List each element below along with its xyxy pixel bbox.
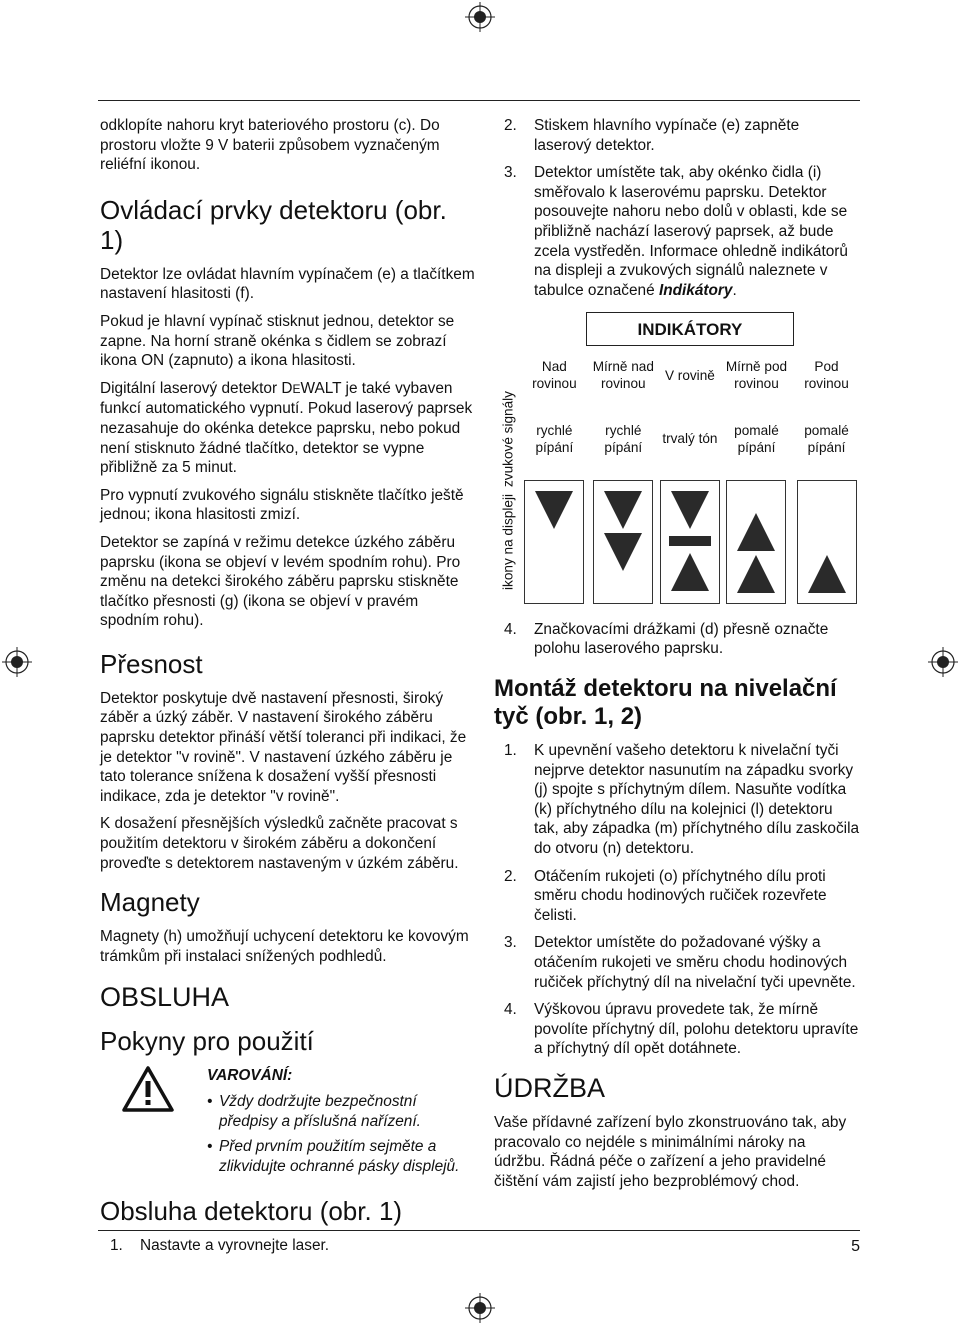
step-number: 4. (504, 620, 517, 638)
registration-mark-icon (2, 647, 32, 677)
list-item (494, 116, 860, 155)
footer-rule (98, 1230, 860, 1231)
brand-small-caps: E (292, 381, 301, 396)
intro-paragraph: odklopíte nahoru kryt bateriového prostoru (c). Do prostoru vložte 9 V baterii způsobem vyznačeným reliéfní ikonou. (100, 117, 440, 174)
table-cell: pomalé pípání (804, 422, 849, 455)
paragraph: Detektor se zapíná v režimu detekce úzkého záběru paprsku (ikona se objeví v levém spodním rohu). Pro změnu na detekci širokého záběru paprsku stiskněte tlačítko přesnosti (g) (ikona se objeví v pravém spodním rohu). (100, 533, 461, 630)
column-header: V rovině (664, 367, 715, 383)
step-text: K upevnění vašeho detektoru k nivelační tyči nejprve detektor nasunutím na západku svorky (j) spojte s příchytným dílem. Nasuňte vodítka (k) příchytného dílu na kolejnici (l) detektoru tak, aby západka (m) příchytného dílu zaskočila do otvoru (n) detektoru. (534, 742, 860, 857)
list-item (494, 1000, 860, 1059)
arrow-up-large-icon (798, 481, 856, 603)
page-number: 5 (851, 1238, 860, 1255)
paragraph: Pokud je hlavní vypínač stisknut jednou, detektor se zapne. Na horní straně okénka s čidlem se zobrazí ikona ON (zapnuto) a ikona hlasitosti. (100, 312, 455, 370)
text: . (732, 281, 737, 299)
paragraph: K dosažení přesnějších výsledků začněte pracovat s použitím detektoru v širokém záběru a dokončení proveďte s detektorem nastaveným v úzkém záběru. (100, 815, 459, 872)
right-column (494, 116, 860, 1199)
list-item (494, 163, 860, 300)
step-text: Stiskem hlavního vypínače (e) zapněte laserový detektor. (534, 117, 800, 154)
table-cell: pomalé pípání (734, 422, 779, 455)
header-rule (98, 100, 860, 101)
list-item (494, 867, 860, 926)
step-number: 1. (504, 742, 517, 760)
column-header: Pod rovinou (804, 358, 849, 391)
section-heading-obsluha-detektoru: Obsluha detektoru (obr. 1) (100, 1196, 403, 1227)
step-text: Otáčením rukojeti (o) příchytného dílu proti směru chodu hodinových ručiček rozevřete čelisti. (534, 867, 827, 924)
step-number: 3. (504, 164, 517, 182)
table-cell: rychlé pípání (604, 422, 643, 455)
level-bar-icon (661, 481, 719, 603)
warning-triangle-icon (100, 1066, 207, 1182)
paragraph: Magnety (h) umožňují uchycení detektoru ke kovovým trámkům při instalaci snížených podhledů. (100, 928, 469, 965)
section-heading-presnost: Přesnost (100, 648, 203, 679)
section-heading-ovladaci: Ovládací prvky detektoru (obr. 1) (100, 194, 447, 255)
bullet-text: Před prvním použitím sejměte a zlikvidujte ochranné pásky displejů. (219, 1138, 460, 1175)
step-text: Výškovou úpravu provedete tak, že mírně povolíte příchytný díl, polohu detektoru upravíte a příchytný díl opět dotáhnete. (534, 1001, 859, 1058)
step-number: 2. (504, 867, 517, 885)
arrow-down-large-icon (525, 481, 583, 603)
paragraph: Pro vypnutí zvukového signálu stiskněte tlačítko ještě jednou; ikona hlasitosti zmizí. (100, 486, 464, 524)
paragraph: Detektor poskytuje dvě nastavení přesnosti, široký záběr a úzký záběr. V nastavení širokého záběru paprsku detektor přináší větší toleranci při indikaci, že je detektor "v rovině". V nastavení úzkého záběru je tato tolerance snížena k dosažení vyšší přesnosti indikace, zda je detektor "v rovině". (100, 689, 467, 805)
bullet-text: Vždy dodržujte bezpečnostní předpisy a příslušná nařízení. (219, 1093, 421, 1130)
column-header: Mírně nad rovinou (592, 359, 654, 392)
table-title: INDIKÁTORY (587, 313, 793, 346)
list-item: • Vždy dodržujte bezpečnostní předpisy a příslušná nařízení. (207, 1092, 475, 1131)
table-cell: rychlé pípání (535, 422, 574, 455)
section-heading-montaz: Montáž detektoru na nivelační tyč (obr. 1, 2) (494, 675, 837, 731)
paragraph: Vaše přídavné zařízení bylo zkonstruováno tak, aby pracovalo co nejdéle s minimálními nároky na údržbu. Řádná péče o zařízení a jeho pravidelné čištění vám zajistí jeho bezproblémový chod. (494, 1113, 847, 1190)
warning-title: VAROVÁNÍ: (207, 1067, 293, 1085)
step-number: 4. (504, 1001, 517, 1019)
list-item (494, 933, 860, 992)
section-heading-udrzba: ÚDRŽBA (494, 1072, 606, 1103)
emphasis: Indikátory (658, 281, 733, 299)
warning-block (100, 1066, 475, 1182)
left-column (100, 116, 475, 1264)
section-heading-magnety: Magnety (100, 887, 200, 918)
list-item: • Před prvním použitím sejměte a zlikvidujte ochranné pásky displejů. (207, 1137, 475, 1176)
arrow-up-small-icon (727, 481, 785, 603)
list-item (494, 620, 860, 659)
list-item (100, 1236, 475, 1256)
paragraph (100, 379, 475, 478)
row-label: zvukové signály (500, 390, 516, 487)
registration-mark-icon (465, 2, 495, 32)
step-text: Nastavte a vyrovnejte laser. (140, 1237, 330, 1255)
step-text: Značkovacími drážkami (d) přesně označte polohu laserového paprsku. (534, 620, 829, 658)
arrow-down-small-icon (594, 481, 652, 603)
list-item (494, 741, 860, 859)
column-header: Mírně pod rovinou (725, 359, 788, 392)
column-header: Nad rovinou (532, 358, 577, 391)
table-cell: trvalý tón (662, 431, 718, 447)
section-heading-obsluha: OBSLUHA (100, 982, 230, 1013)
registration-mark-icon (465, 1293, 495, 1323)
text: Digitální laserový detektor D (100, 379, 293, 397)
step-number: 2. (504, 117, 517, 134)
step-number: 1. (110, 1237, 123, 1255)
indicators-table (494, 312, 860, 610)
step-text: Detektor umístěte do požadované výšky a otáčením rukojeti ve směru chodu hodinových ručiček příchytný díl na nivelační tyči upevněte. (534, 934, 856, 991)
text: WALT je také vybaven funkcí automatického vypnutí. Pokud laserový paprsek nezasahuje do okénka detekce paprsku, nebo pokud není stisknuto žádné tlačítko, detektor se vypne přibližně za 5 minut. (100, 379, 473, 477)
step-number: 3. (504, 934, 517, 952)
section-heading-pokyny: Pokyny pro použití (100, 1026, 314, 1057)
paragraph: Detektor lze ovládat hlavním vypínačem (e) a tlačítkem nastavení hlasitosti (f). (100, 265, 475, 303)
row-label: ikony na displeji (500, 493, 516, 590)
registration-mark-icon (928, 647, 958, 677)
step-text: Detektor umístěte tak, aby okénko čidla (i) směřovalo k laserovému paprsku. Detektor posouvejte nahoru nebo dolů v oblasti, kde se přibližně nachází laserový paprsek, až bude zcela vystředěn. Informace ohledně indikátorů na displeji a zvukových signálů naleznete v tabulce označené (534, 164, 848, 299)
